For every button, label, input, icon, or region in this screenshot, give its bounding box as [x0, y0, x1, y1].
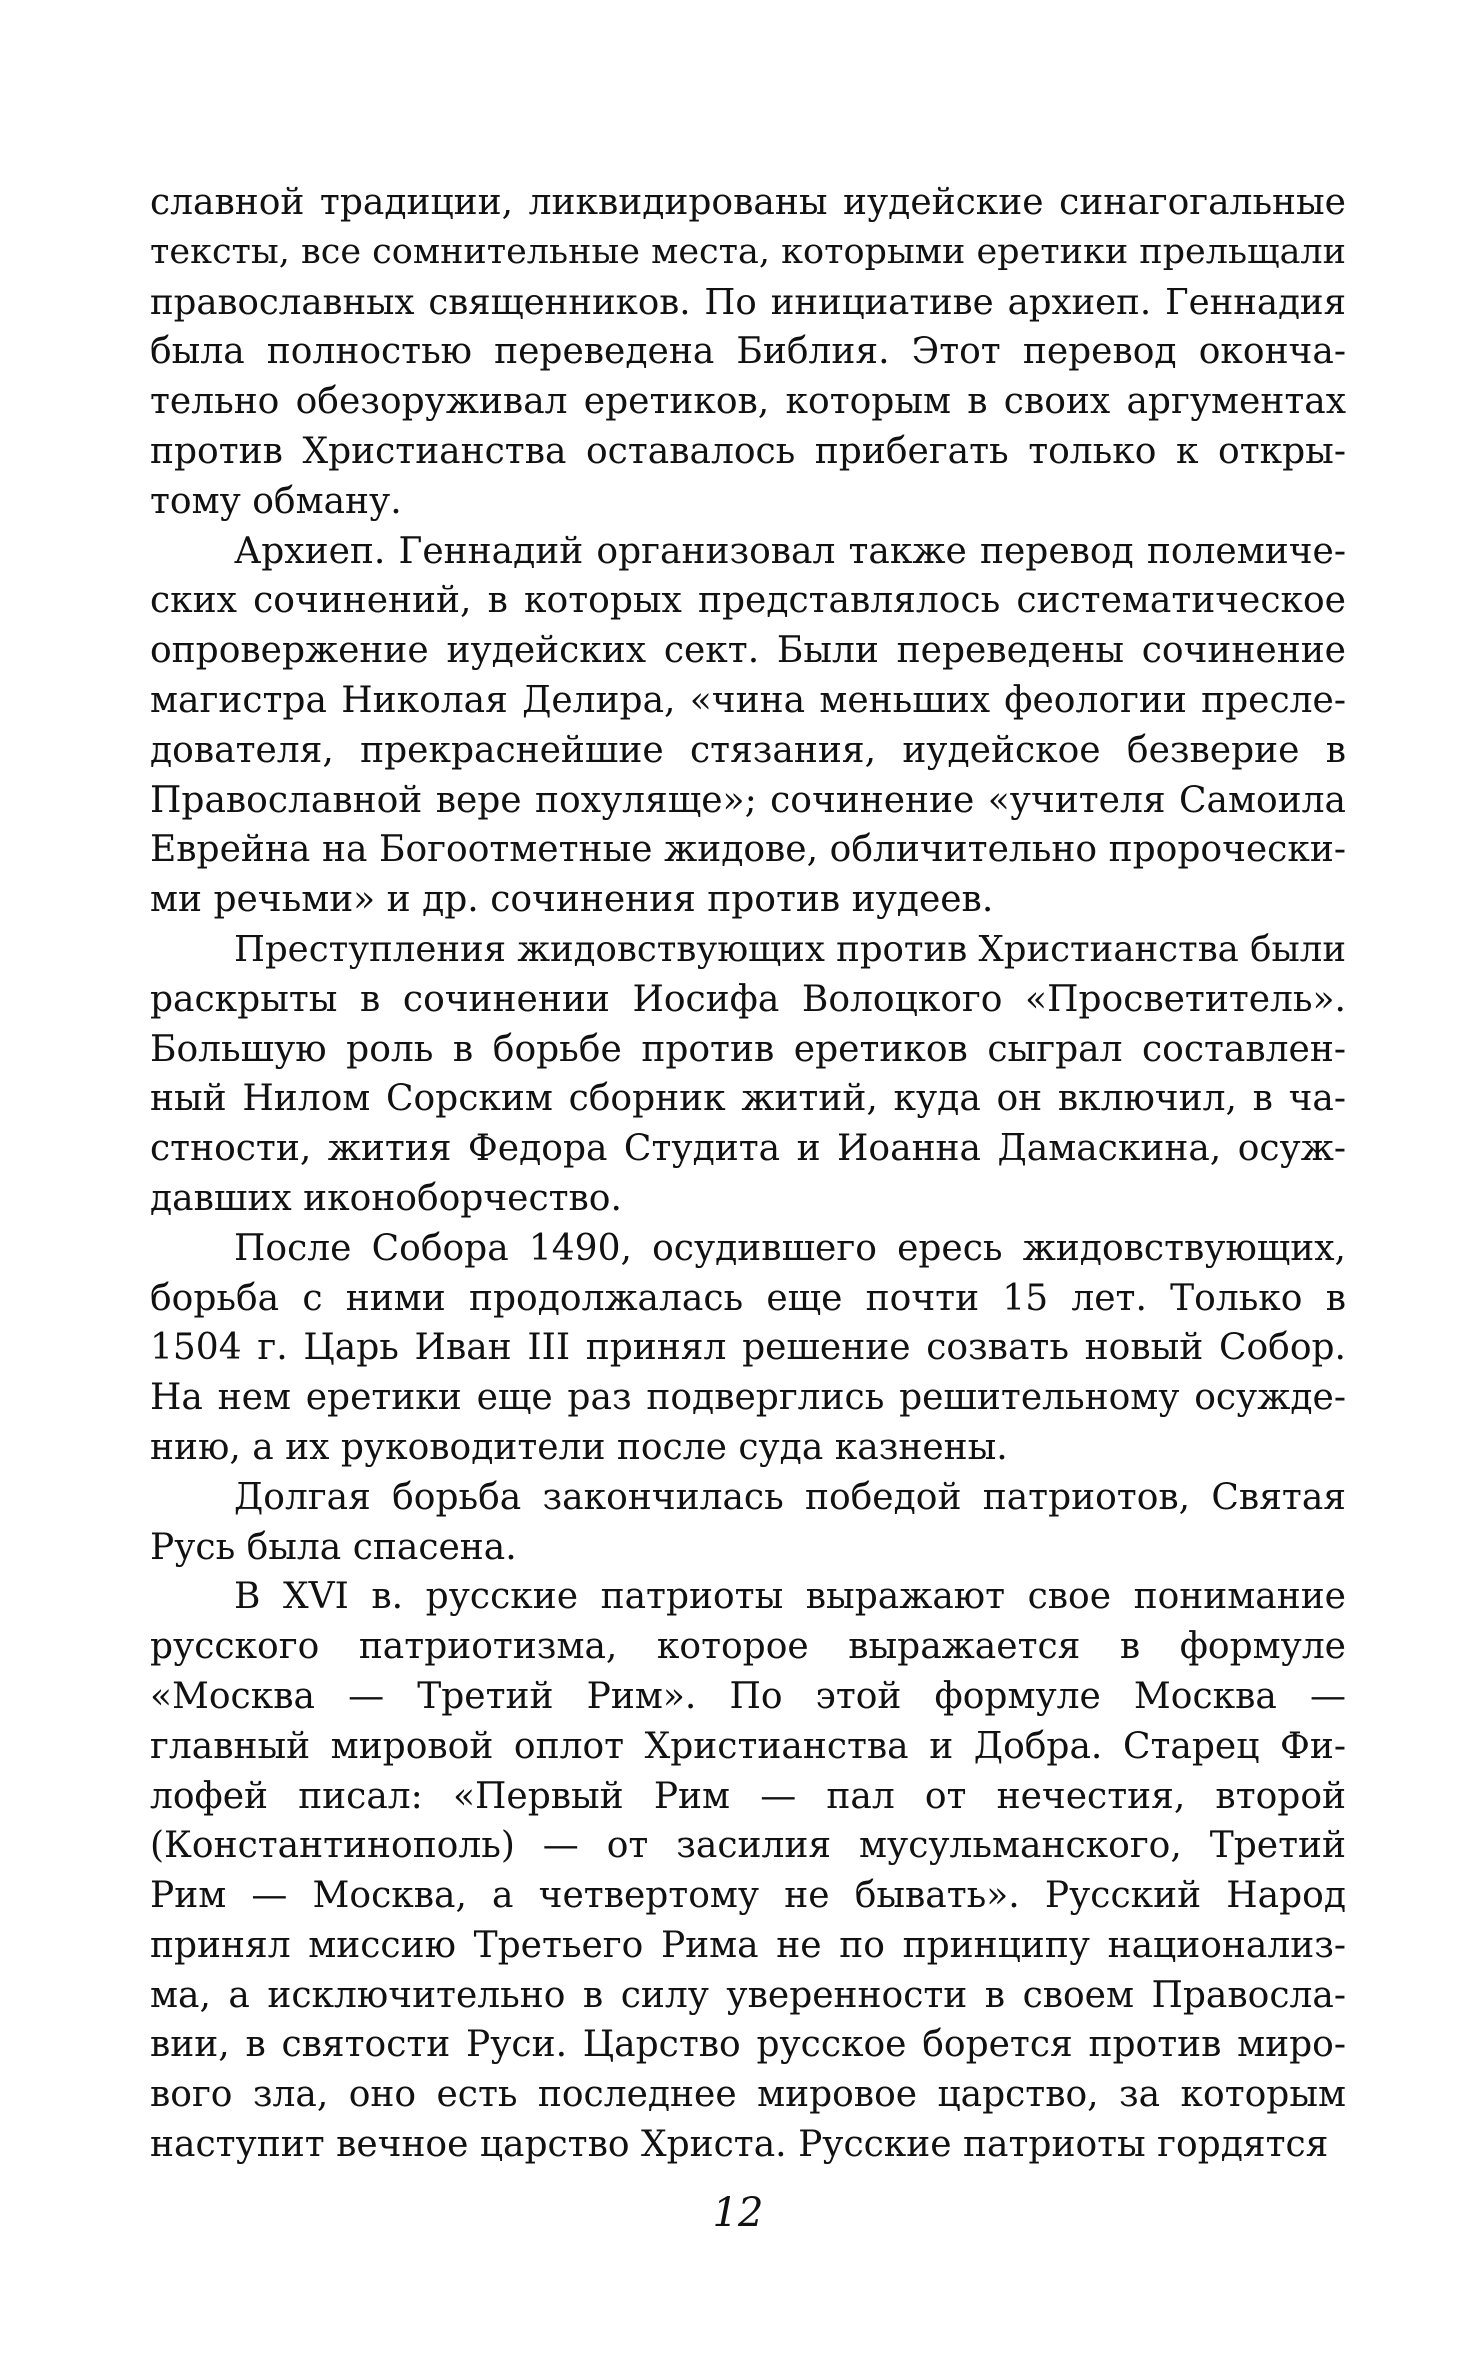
text-line: (Константинополь) — от засилия мусульманского, Третий: [150, 1825, 1346, 1867]
paragraph: [150, 1572, 1346, 2170]
paragraph: [150, 178, 1346, 527]
text-line: Долгая борьба закончилась победой патриотов, Святая: [234, 1476, 1346, 1518]
text-line: тексты, все сомнительные места, которыми еретики прельщали: [150, 231, 1346, 272]
text-line: против Христианства оставалось прибегать только к откры-: [150, 430, 1346, 472]
text-line: русского патриотизма, которое выражается в формуле: [150, 1626, 1346, 1668]
text-line: Русь была спасена.: [150, 1526, 517, 1568]
text-line: ми речьми» и др. сочинения против иудеев.: [150, 879, 994, 921]
text-line: тому обману.: [150, 480, 402, 522]
text-line: славной традиции, ликвидированы иудейские синагогальные: [150, 182, 1346, 223]
text-line: Преступления жидовствующих против Христианства были: [234, 928, 1346, 970]
text-line: тельно обезоруживал еретиков, которым в своих аргументах: [150, 381, 1346, 423]
text-line: магистра Николая Делира, «чина меньших феологии пресле-: [150, 679, 1346, 721]
text-line: опровержение иудейских сект. Были переведены сочинение: [150, 630, 1346, 672]
text-line: «Москва — Третий Рим». По этой формуле Москва —: [150, 1675, 1346, 1717]
text-line: Большую роль в борьбе против еретиков сыграл составлен-: [150, 1028, 1346, 1070]
text-line: давших иконоборчество.: [150, 1177, 622, 1219]
page-number: 12: [712, 2190, 764, 2236]
paragraph: [150, 925, 1346, 1224]
text-line: На нем еретики еще раз подверглись решительному осужде-: [150, 1377, 1346, 1419]
text-line: принял миссию Третьего Рима не по принципу национализ-: [150, 1924, 1346, 1966]
text-line: вого зла, оно есть последнее мировое царство, за которым: [150, 2074, 1346, 2116]
text-line: православных священников. По инициативе архиеп. Геннадия: [150, 281, 1346, 323]
text-line: После Собора 1490, осудившего ересь жидовствующих,: [234, 1227, 1346, 1269]
text-line: ских сочинений, в которых представлялось систематическое: [150, 580, 1346, 622]
text-line: стности, жития Федора Студита и Иоанна Дамаскина, осуж-: [150, 1128, 1346, 1170]
paragraph: [150, 527, 1346, 925]
text-line: ма, а исключительно в силу уверенности в своем Правосла-: [150, 1974, 1346, 2016]
text-line: Рим — Москва, а четвертому не бывать». Русский Народ: [150, 1875, 1346, 1917]
text-line: Еврейна на Богоотметные жидове, обличительно пророчески-: [150, 829, 1346, 871]
paragraph: [150, 1473, 1346, 1573]
text-line: лофей писал: «Первый Рим — пал от нечестия, второй: [150, 1775, 1346, 1817]
text-line: главный мировой оплот Христианства и Добра. Старец Фи-: [150, 1725, 1346, 1767]
text-line: нию, а их руководители после суда казнены.: [150, 1426, 1008, 1468]
text-line: Православной вере похуляще»; сочинение «учителя Самоила: [150, 779, 1346, 821]
text-line: Архиеп. Геннадий организовал также перевод полемиче-: [234, 530, 1346, 572]
text-line: ный Нилом Сорским сборник житий, куда он включил, в ча-: [150, 1078, 1346, 1120]
text-line: дователя, прекраснейшие стязания, иудейское безверие в: [150, 729, 1346, 771]
text-line: была полностью переведена Библия. Этот перевод оконча-: [150, 331, 1346, 373]
body-text: [150, 178, 1346, 2170]
paragraph: [150, 1224, 1346, 1473]
text-line: 1504 г. Царь Иван III принял решение созвать новый Собор.: [150, 1327, 1346, 1369]
text-line: раскрыты в сочинении Иосифа Волоцкого «Просветитель».: [150, 978, 1346, 1020]
text-line: вии, в святости Руси. Царство русское борется против миро-: [150, 2024, 1346, 2066]
text-line: борьба с ними продолжалась еще почти 15 лет. Только в: [150, 1277, 1346, 1319]
text-line: наступит вечное царство Христа. Русские патриоты гордятся: [150, 2124, 1329, 2166]
text-line: В XVI в. русские патриоты выражают свое понимание: [234, 1576, 1346, 1618]
